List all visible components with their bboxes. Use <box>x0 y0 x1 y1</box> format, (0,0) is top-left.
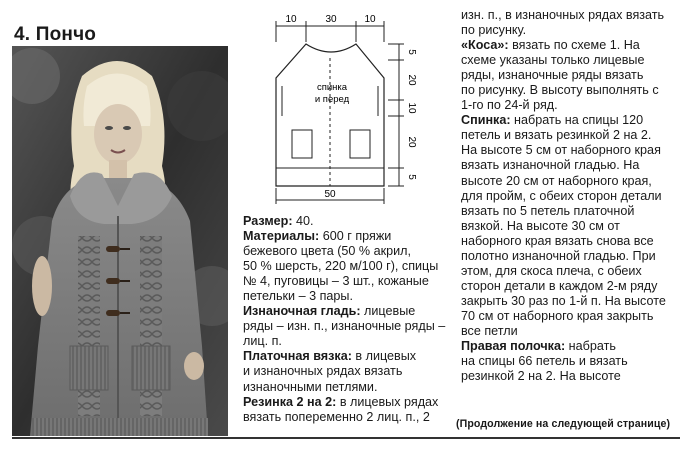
front-label: Правая полочка: <box>461 339 566 354</box>
size-paragraph <box>243 214 453 229</box>
bottom-divider <box>12 437 680 439</box>
article-title: 4. Пончо <box>14 24 97 45</box>
model-photo <box>12 46 228 436</box>
materials-line: бежевого цвета (50 % акрил, <box>243 244 412 259</box>
dim-bottom: 50 <box>324 189 336 200</box>
garter-line: изнаночными петлями. <box>243 379 378 394</box>
text-column-right <box>461 8 676 384</box>
back-line: На высоте 5 см от наборного края <box>461 143 661 158</box>
continued-note: (Продолжение на следующей странице) <box>456 418 671 430</box>
materials-label: Материалы: <box>243 229 320 244</box>
dim-right-1: 5 <box>406 49 417 55</box>
dim-right-4: 20 <box>406 136 417 148</box>
back-line: все петли <box>461 323 518 338</box>
materials-line: 600 г пряжи <box>319 229 392 244</box>
back-line: сторон детали в каждом 2-м ряду <box>461 278 658 293</box>
purl-line: лиц. п. <box>243 334 282 349</box>
garter-paragraph <box>243 349 453 394</box>
pattern-schematic <box>260 8 450 213</box>
materials-line: петельки – 3 пары. <box>243 289 353 304</box>
garter-line: и изнаночных рядах вязать <box>243 364 403 379</box>
dim-right-2: 20 <box>406 74 417 86</box>
garter-label: Платочная вязка: <box>243 349 352 364</box>
materials-line: 50 % шерсть, 220 м/100 г), спицы <box>243 259 439 274</box>
cable-label: «Коса»: <box>461 38 509 53</box>
dim-right-3: 10 <box>406 102 417 114</box>
back-line: петель и вязать резинкой 2 на 2. <box>461 128 652 143</box>
dim-top-right: 10 <box>364 14 376 25</box>
cable-line: вязать по схеме 1. На <box>508 38 640 53</box>
rib-cont-line: изн. п., в изнаночных рядах вязать <box>461 8 665 22</box>
purl-line: лицевые <box>360 304 416 319</box>
back-line: полотно изнаночной гладью. При <box>461 248 656 263</box>
back-line: наборного края вязать снова все <box>461 233 654 248</box>
back-label: Спинка: <box>461 113 511 128</box>
dim-top-left: 10 <box>285 14 297 25</box>
materials-paragraph <box>243 229 453 304</box>
back-line: этом, для скоса плеча, с обеих <box>461 263 642 278</box>
back-line: вязать по 5 петель платочной <box>461 203 635 218</box>
text-column-left <box>243 214 453 425</box>
back-line: закрыть 30 раз по 1-й п. На высоте <box>461 293 666 308</box>
front-line: на спицы 66 петель и вязать <box>461 354 628 369</box>
purl-line: ряды – изн. п., изнаночные ряды – <box>243 319 446 334</box>
garter-line: в лицевых <box>351 349 417 364</box>
rib-label: Резинка 2 на 2: <box>243 394 337 409</box>
back-line: вязкой. На высоте 30 см от <box>461 218 620 233</box>
rib-cont-line: по рисунку. <box>461 23 527 38</box>
back-line: вязать изнаночной гладью. На <box>461 158 640 173</box>
back-line: набрать на спицы 120 <box>510 113 644 128</box>
cable-line: ряды, изнаночные ряды вязать <box>461 68 644 83</box>
schematic-label-1: спинка <box>316 82 348 93</box>
front-line: резинкой 2 на 2. На высоте <box>461 369 621 384</box>
schematic-label-2: и перед <box>314 94 350 105</box>
rib-continued-paragraph <box>461 8 676 38</box>
cable-line: по рисунку. В высоту выполнять с <box>461 83 659 98</box>
purl-paragraph <box>243 304 453 349</box>
back-paragraph <box>461 113 676 339</box>
rib-line: в лицевых рядах <box>336 394 439 409</box>
cable-line: 1-го по 24-й ряд. <box>461 98 558 113</box>
rib-line: вязать попеременно 2 лиц. п., 2 <box>243 409 430 424</box>
purl-label: Изнаночная гладь: <box>243 304 361 319</box>
size-label: Размер: <box>243 214 293 228</box>
back-line: для пройм, с обеих сторон детали <box>461 188 662 203</box>
size-text: 40. <box>292 214 314 228</box>
dim-right-5: 5 <box>406 174 417 180</box>
cable-paragraph <box>461 38 676 113</box>
front-paragraph <box>461 339 676 384</box>
cable-line: схеме указаны только лицевые <box>461 53 645 68</box>
front-line: набрать <box>565 339 616 354</box>
materials-line: № 4, пуговицы – 3 шт., кожаные <box>243 274 429 289</box>
back-line: 70 см от наборного края закрыть <box>461 308 654 323</box>
back-line: высоте 20 см от наборного края, <box>461 173 652 188</box>
dim-top-center: 30 <box>325 14 337 25</box>
rib-paragraph <box>243 395 453 425</box>
